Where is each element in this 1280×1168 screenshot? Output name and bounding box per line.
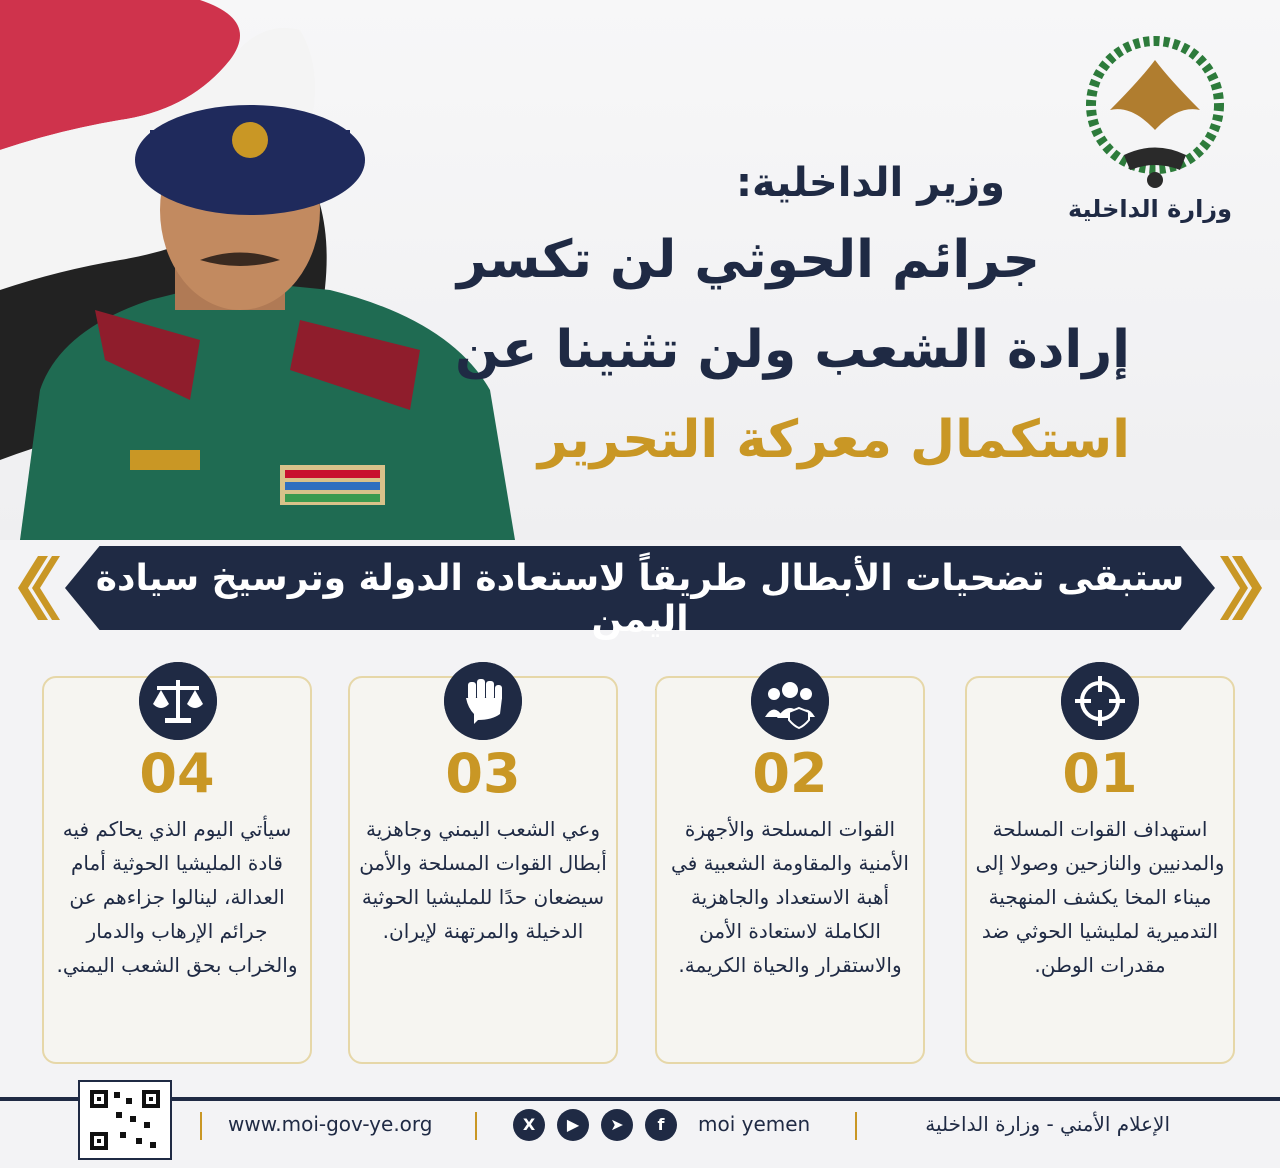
qr-code-icon[interactable] <box>78 1080 172 1160</box>
footer-separator <box>200 1112 202 1140</box>
card-text: وعي الشعب اليمني وجاهزية أبطال القوات المسلحة والأمن سيضعان حدًا للمليشيا الحوثية الدخيلة والمرتهنة لإيران. <box>359 817 607 943</box>
card-text: سيأتي اليوم الذي يحاكم فيه قادة المليشيا الحوثية أمام العدالة، لينالوا جزاءهم عن جرائم الإرهاب والدمار والخراب بحق الشعب اليمني. <box>56 817 298 977</box>
people-shield-icon <box>751 662 829 740</box>
card-number: 01 <box>1062 742 1138 805</box>
footer-source: الإعلام الأمني - وزارة الداخلية <box>925 1112 1170 1136</box>
fist-icon <box>444 662 522 740</box>
card-number: 04 <box>139 742 215 805</box>
card-text: القوات المسلحة والأجهزة الأمنية والمقاومة الشعبية في أهبة الاستعداد والجاهزية الكاملة لاستعادة الأمن والاستقرار والحياة الكريمة. <box>671 817 909 977</box>
headline-line-1: جرائم الحوثي لن تكسر <box>456 230 1040 290</box>
footer-separator <box>855 1112 857 1140</box>
footer-separator <box>475 1112 477 1140</box>
chevron-right-icon <box>1220 556 1270 620</box>
target-icon <box>1061 662 1139 740</box>
banner-text: ستبقى تضحيات الأبطال طريقاً لاستعادة الدولة وترسيخ سيادة اليمن <box>95 558 1185 640</box>
facebook-icon[interactable]: f <box>645 1109 677 1141</box>
card-text: استهداف القوات المسلحة والمدنيين والنازحين وصولا إلى ميناء المخا يكشف المنهجية التدميرية لمليشيا الحوثي ضد مقدرات الوطن. <box>975 817 1225 977</box>
youtube-icon[interactable]: ▶ <box>557 1109 589 1141</box>
ministry-emblem-icon <box>1080 20 1230 195</box>
x-icon[interactable]: X <box>513 1109 545 1141</box>
headline-line-2: إرادة الشعب ولن تثنينا عن <box>455 320 1130 380</box>
website-link[interactable]: www.moi-gov-ye.org <box>228 1112 433 1136</box>
scales-icon <box>139 662 217 740</box>
telegram-icon[interactable]: ➤ <box>601 1109 633 1141</box>
chevron-left-icon <box>10 556 60 620</box>
headline-line-3: استكمال معركة التحرير <box>537 410 1130 470</box>
minister-portrait <box>0 60 520 540</box>
ministry-name: وزارة الداخلية <box>1067 195 1233 223</box>
social-handle: moi yemen <box>698 1112 811 1136</box>
minister-label: وزير الداخلية: <box>735 160 1005 206</box>
card-number: 03 <box>445 742 521 805</box>
card-number: 02 <box>752 742 828 805</box>
